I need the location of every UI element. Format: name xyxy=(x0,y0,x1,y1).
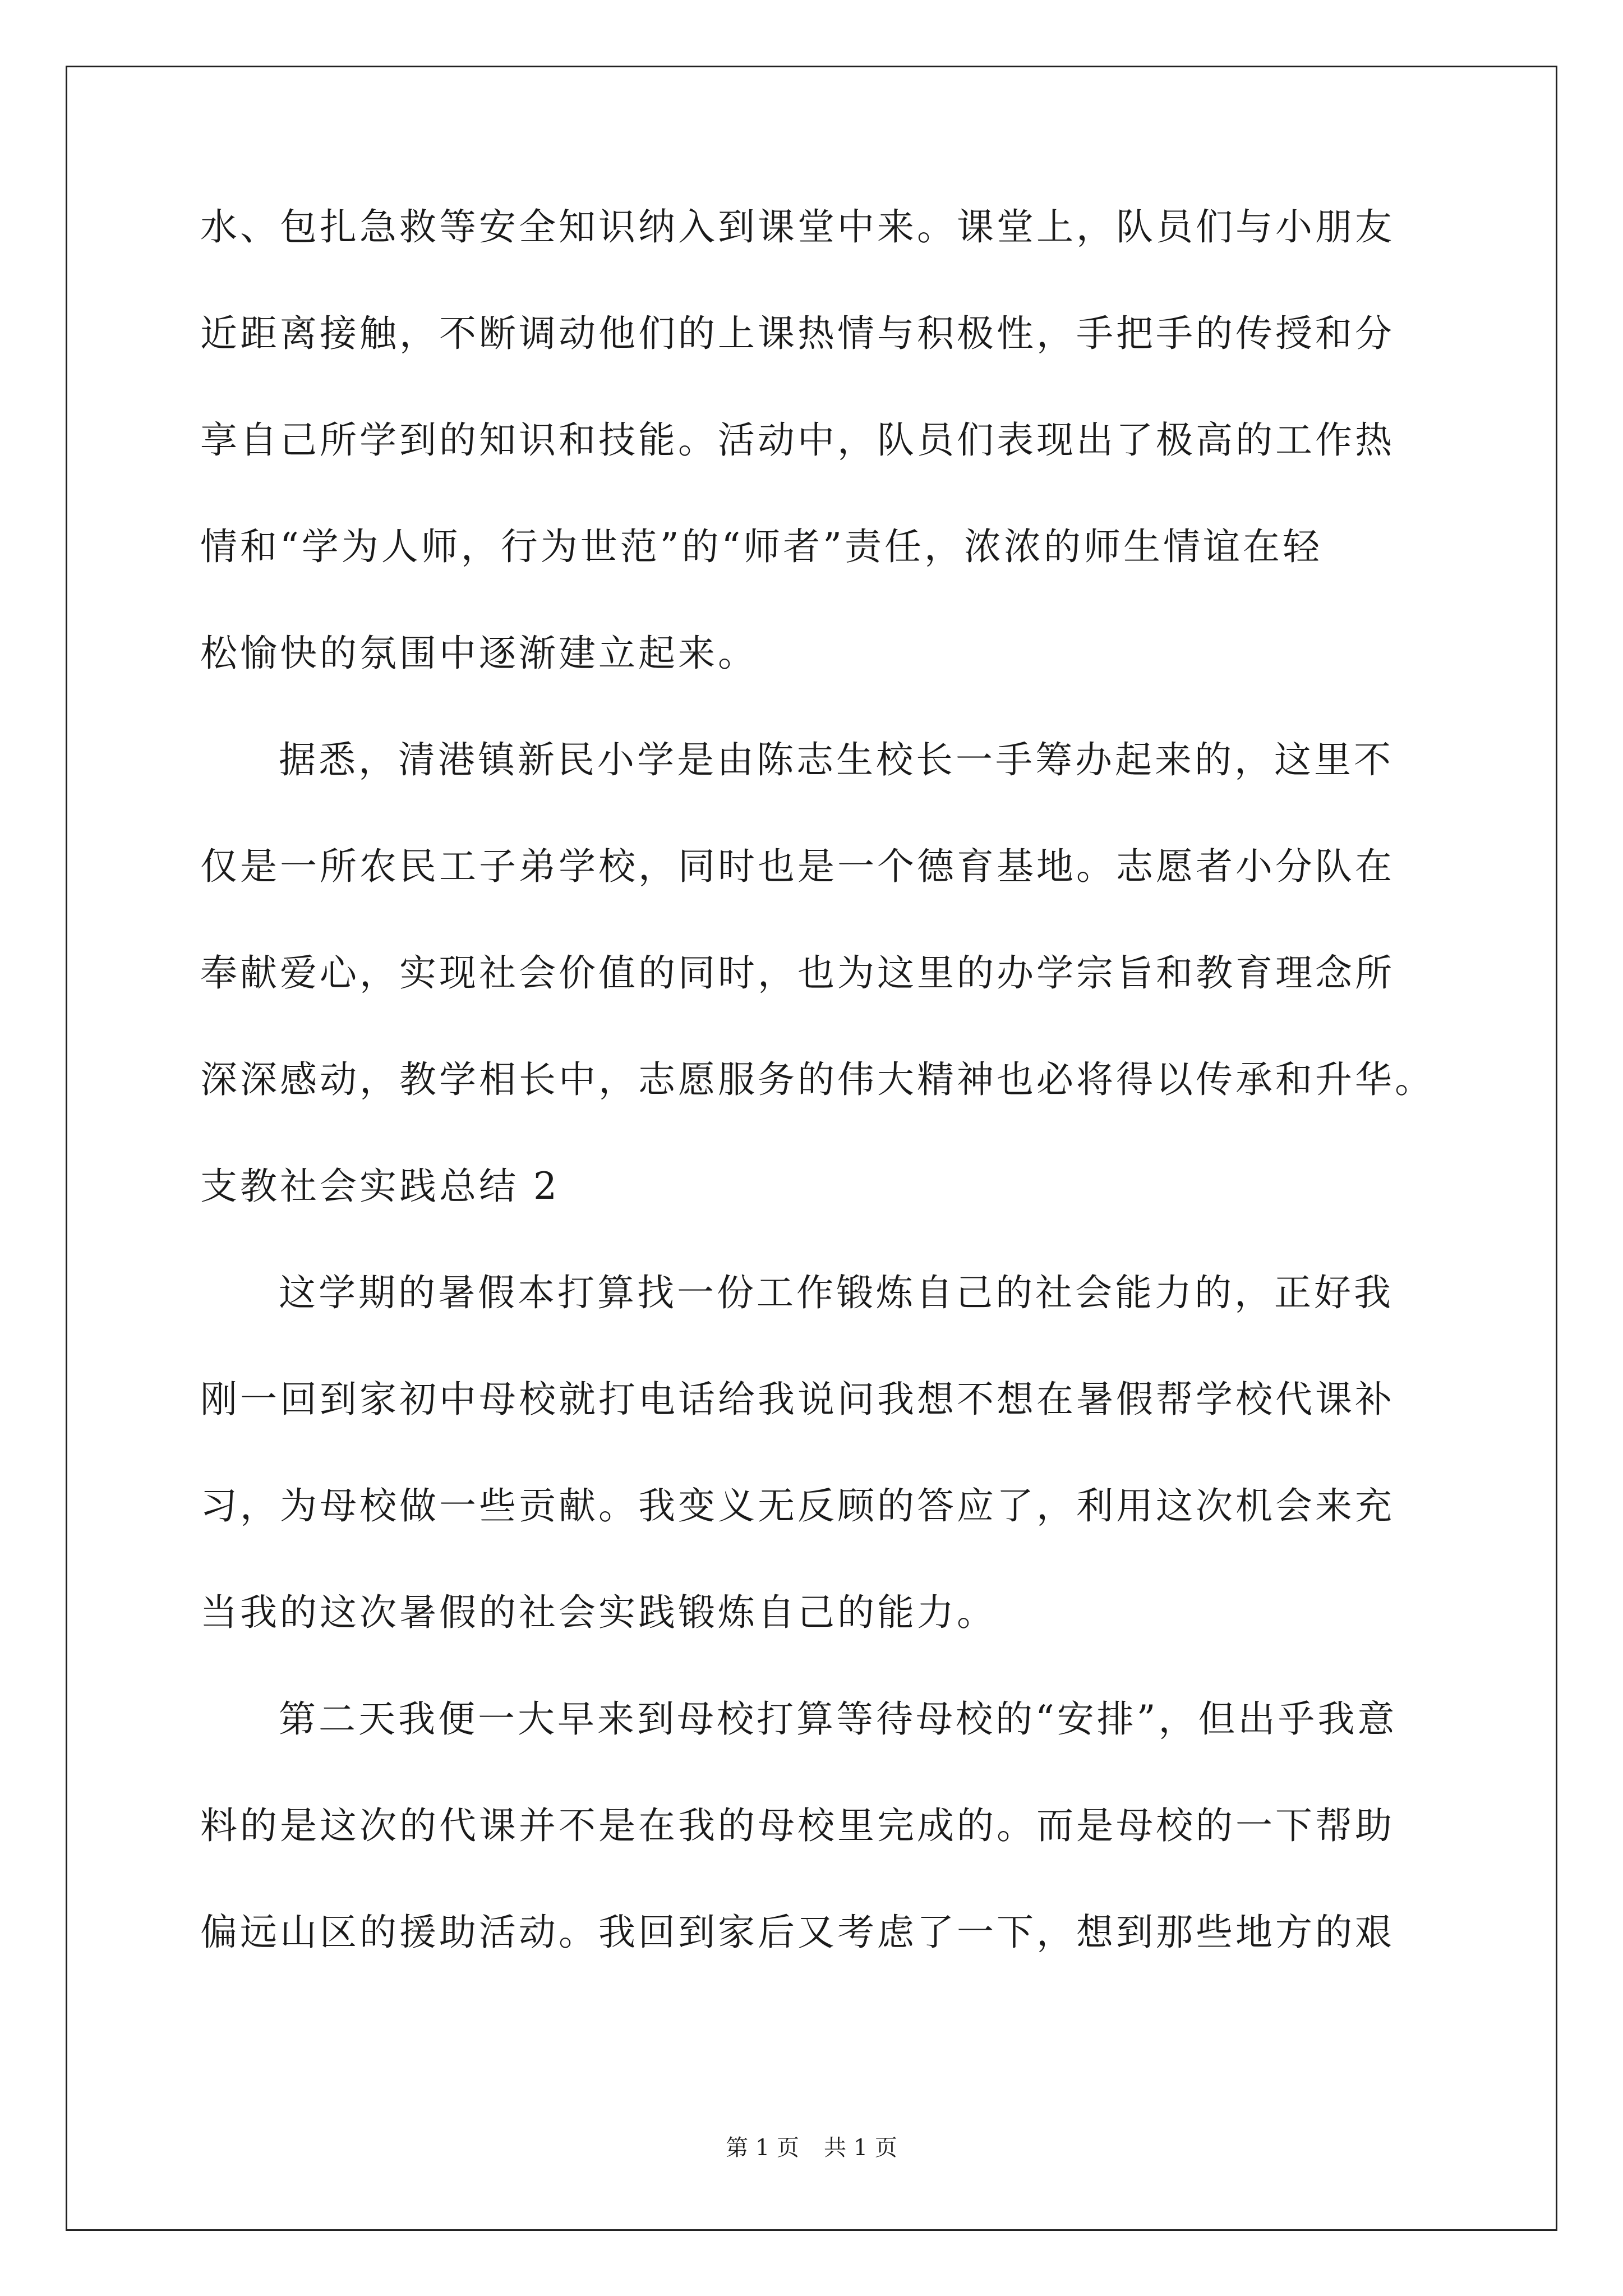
text-line: 享自己所学到的知识和技能。活动中，队员们表现出了极高的工作热 xyxy=(200,418,1395,462)
text-line: 偏远山区的援助活动。我回到家后又考虑了一下，想到那些地方的艰 xyxy=(200,1911,1395,1954)
text-line: 当我的这次暑假的社会实践锻炼自己的能力。 xyxy=(200,1591,997,1634)
paragraph-first-line: 这学期的暑假本打算找一份工作锻炼自己的社会能力的，正好我 xyxy=(279,1271,1394,1314)
paragraph-first-line: 据悉，清港镇新民小学是由陈志生校长一手筹办起来的，这里不 xyxy=(279,738,1394,781)
text-line: 奉献爱心，实现社会价值的同时，也为这里的办学宗旨和教育理念所 xyxy=(200,951,1395,995)
text-line: 习，为母校做一些贡献。我变义无反顾的答应了，利用这次机会来充 xyxy=(200,1484,1395,1527)
section-heading: 支教社会实践总结 2 xyxy=(200,1165,560,1208)
page-number: 第 1 页 xyxy=(726,2135,799,2161)
text-line: 仅是一所农民工子弟学校，同时也是一个德育基地。志愿者小分队在 xyxy=(200,845,1395,888)
text-line: 深深感动，教学相长中，志愿服务的伟大精神也必将得以传承和升华。 xyxy=(200,1058,1435,1101)
text-line: 近距离接触，不断调动他们的上课热情与积极性，手把手的传授和分 xyxy=(200,312,1395,355)
text-line: 水、包扎急救等安全知识纳入到课堂中来。课堂上，队员们与小朋友 xyxy=(200,205,1395,249)
text-line: 刚一回到家初中母校就打电话给我说问我想不想在暑假帮学校代课补 xyxy=(200,1378,1395,1421)
text-line: 料的是这次的代课并不是在我的母校里完成的。而是母校的一下帮助 xyxy=(200,1804,1395,1847)
page-border xyxy=(66,66,1557,2231)
paragraph-first-line: 第二天我便一大早来到母校打算等待母校的“安排”，但出乎我意 xyxy=(279,1697,1398,1741)
page-total: 共 1 页 xyxy=(824,2135,897,2161)
page-footer xyxy=(0,2134,1623,2162)
text-line: 松愉快的氛围中逐渐建立起来。 xyxy=(200,632,758,675)
text-line: 情和“学为人师，行为世范”的“师者”责任，浓浓的师生情谊在轻 xyxy=(200,525,1322,568)
